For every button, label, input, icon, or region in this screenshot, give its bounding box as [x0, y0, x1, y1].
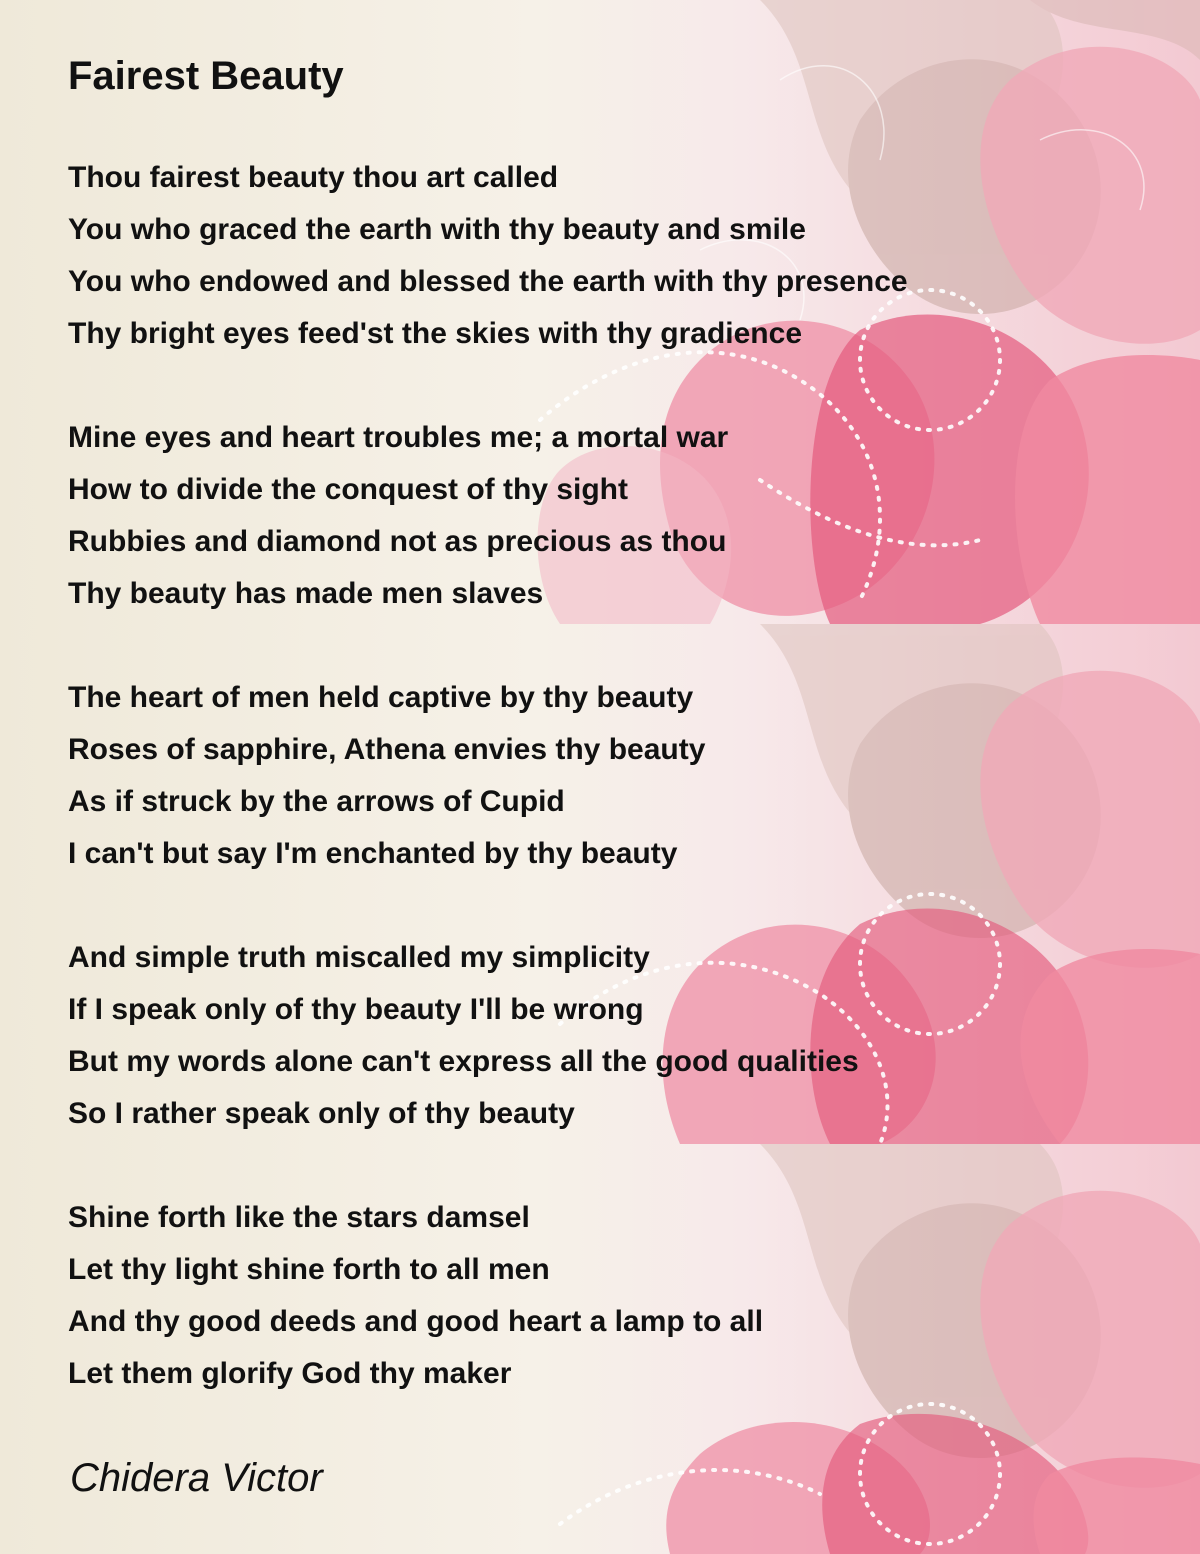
poem-line: So I rather speak only of thy beauty	[68, 1097, 575, 1130]
poem-body	[68, 152, 1168, 1452]
poem-line: How to divide the conquest of thy sight	[68, 473, 628, 506]
poem-line: As if struck by the arrows of Cupid	[68, 785, 565, 818]
poem-line: You who graced the earth with thy beauty and smile	[68, 213, 806, 246]
stanza	[68, 672, 1168, 880]
poem-title: Fairest Beauty	[68, 54, 344, 98]
poem-line: Let thy light shine forth to all men	[68, 1253, 550, 1286]
poem-line: Roses of sapphire, Athena envies thy beauty	[68, 733, 706, 766]
poem-line: If I speak only of thy beauty I'll be wrong	[68, 993, 644, 1026]
poem-line: But my words alone can't express all the good qualities	[68, 1045, 859, 1078]
poem-line: Thou fairest beauty thou art called	[68, 161, 559, 194]
stanza	[68, 412, 1168, 620]
author-name: Chidera Victor	[70, 1456, 323, 1500]
poem-line: The heart of men held captive by thy beauty	[68, 681, 694, 714]
poem-line: And simple truth miscalled my simplicity	[68, 941, 650, 974]
poem-line: I can't but say I'm enchanted by thy beauty	[68, 837, 678, 870]
poem-line: You who endowed and blessed the earth with thy presence	[68, 265, 908, 298]
poem-line: Mine eyes and heart troubles me; a mortal war	[68, 421, 729, 454]
poem-line: Thy beauty has made men slaves	[68, 577, 544, 610]
poem-line: Thy bright eyes feed'st the skies with thy gradience	[68, 317, 803, 350]
poem-line: Let them glorify God thy maker	[68, 1357, 512, 1390]
stanza	[68, 932, 1168, 1140]
stanza	[68, 1192, 1168, 1400]
poem-line: Shine forth like the stars damsel	[68, 1201, 530, 1234]
poem-line: And thy good deeds and good heart a lamp to all	[68, 1305, 764, 1338]
stanza	[68, 152, 1168, 360]
poem-line: Rubbies and diamond not as precious as thou	[68, 525, 727, 558]
